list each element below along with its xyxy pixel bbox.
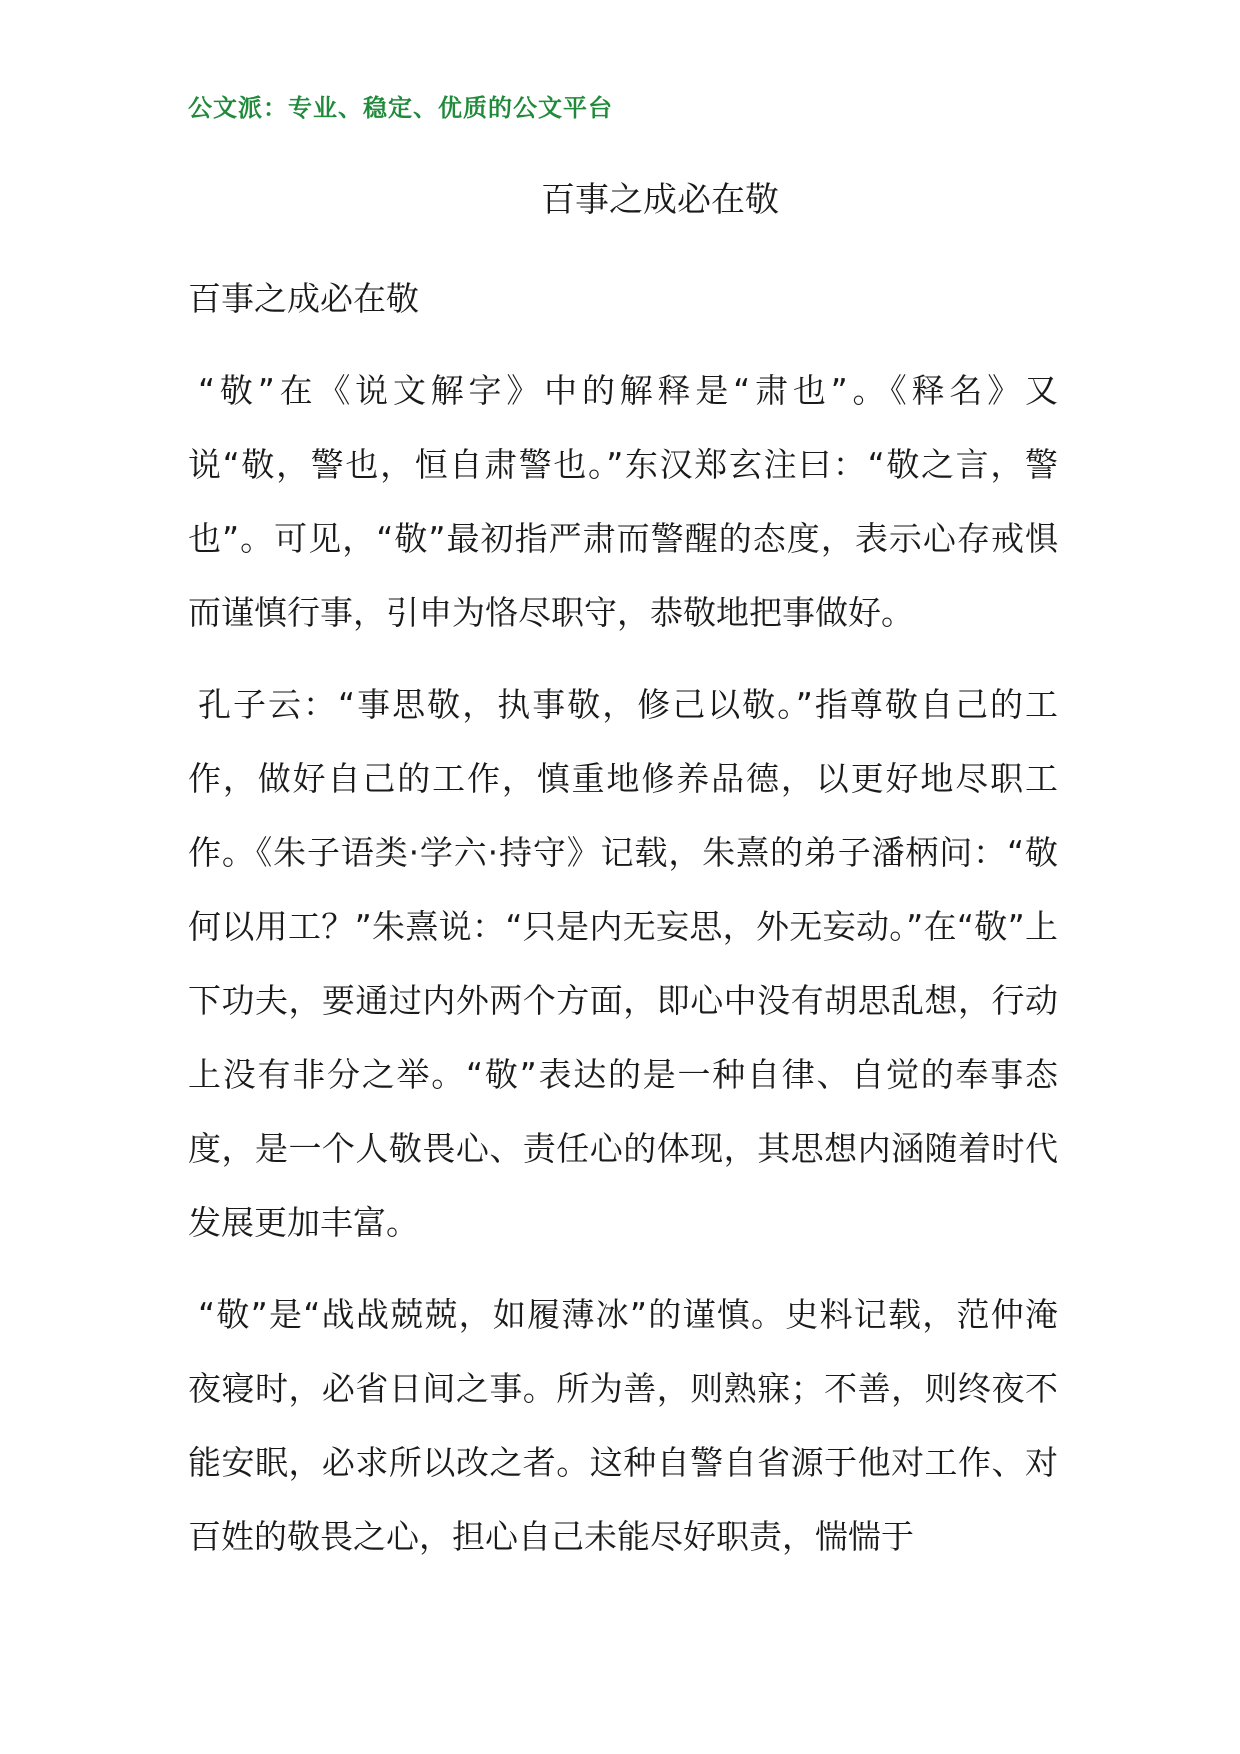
paragraph-3: “敬”是“战战兢兢，如履薄冰”的谨慎。史料记载，范仲淹夜寝时，必省日间之事。所为善，则熟寐；不善，则终夜不能安眠，必求所以改之者。这种自警自省源于他对工作、对百姓的敬畏之心，担心自己未能尽好职责，惴惴于 bbox=[188, 1295, 1058, 1556]
paragraph-2: 孔子云：“事思敬，执事敬，修己以敬。”指尊敬自己的工作，做好自己的工作，慎重地修养品德，以更好地尽职工作。《朱子语类·学六·持守》记载，朱熹的弟子潘柄问：“敬何以用工？”朱熹说：“只是内无妄思，外无妄动。”在“敬”上下功夫，要通过内外两个方面，即心中没有胡思乱想，行动上没有非分之举。“敬”表达的是一种自律、自觉的奉事态度，是一个人敬畏心、责任心的体现，其思想内涵随着时代发展更加丰富。 bbox=[188, 685, 1058, 1242]
document-body bbox=[188, 262, 1058, 1592]
document-subtitle: 百事之成必在敬 bbox=[188, 279, 419, 318]
paragraph-1: “敬”在《说文解字》中的解释是“肃也”。《释名》又说“敬，警也，恒自肃警也。”东汉郑玄注曰：“敬之言，警也”。可见，“敬”最初指严肃而警醒的态度，表示心存戒惧而谨慎行事，引申为恪尽职守，恭敬地把事做好。 bbox=[188, 371, 1058, 632]
document-title: 百事之成必在敬 bbox=[541, 180, 779, 220]
header-brand: 公文派：专业、稳定、优质的公文平台 bbox=[188, 93, 613, 122]
